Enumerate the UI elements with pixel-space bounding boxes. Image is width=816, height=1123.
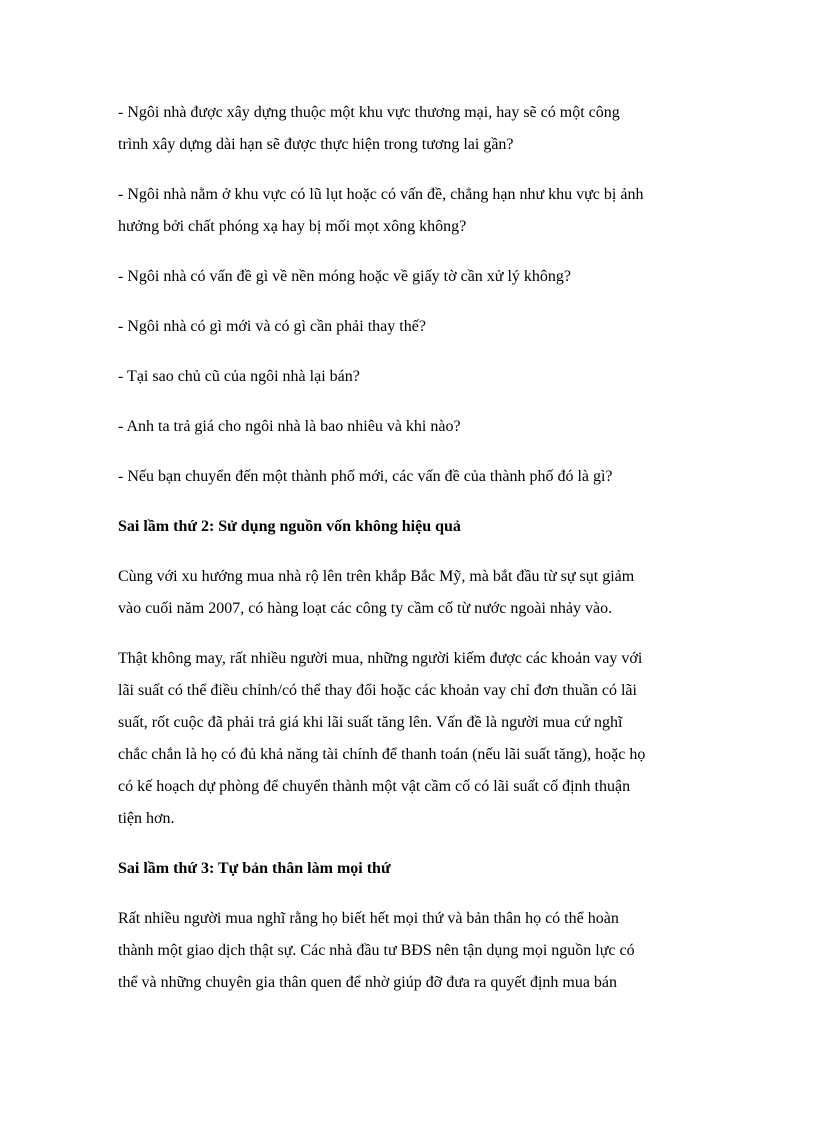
text-line: trình xây dựng dài hạn sẽ được thực hiện trong tương lai gần?	[118, 136, 514, 153]
text-line: Thật không may, rất nhiều người mua, những người kiếm được các khoản vay với	[118, 650, 643, 667]
paragraph-interest-rates	[118, 643, 708, 835]
text-line: - Tại sao chủ cũ của ngôi nhà lại bán?	[118, 368, 360, 385]
text-line: thể và những chuyên gia thân quen để nhờ giúp đỡ đưa ra quyết định mua bán	[118, 974, 618, 991]
section-heading-mistake-2: Sai lầm thứ 2: Sử dụng nguồn vốn không hiệu quả	[118, 518, 461, 535]
bullet-new-and-replace	[118, 311, 708, 343]
text-line: hưởng bởi chất phóng xạ hay bị mối mọt xông không?	[118, 218, 467, 235]
text-line: - Anh ta trả giá cho ngôi nhà là bao nhiêu và khi nào?	[118, 418, 461, 435]
bullet-new-city	[118, 461, 708, 493]
paragraph-buying-trend	[118, 561, 708, 625]
section-heading-mistake-3: Sai lầm thứ 3: Tự bản thân làm mọi thứ	[118, 860, 391, 877]
bullet-why-sell	[118, 361, 708, 393]
text-line: suất, rốt cuộc đã phải trả giá khi lãi suất tăng lên. Vấn đề là người mua cứ nghĩ	[118, 714, 623, 731]
bullet-price-paid	[118, 411, 708, 443]
bullet-commercial-area	[118, 97, 708, 161]
text-line: chắc chắn là họ có đủ khả năng tài chính để thanh toán (nếu lãi suất tăng), hoặc họ	[118, 746, 646, 763]
text-line: - Ngôi nhà có gì mới và có gì cần phải thay thế?	[118, 318, 426, 335]
text-line: - Nếu bạn chuyển đến một thành phố mới, các vấn đề của thành phố đó là gì?	[118, 468, 613, 485]
paragraph-do-it-yourself	[118, 903, 708, 999]
text-line: vào cuối năm 2007, có hàng loạt các công ty cầm cố từ nước ngoài nhảy vào.	[118, 600, 613, 617]
text-line: có kế hoạch dự phòng để chuyển thành một vật cầm cố có lãi suất cố định thuận	[118, 778, 631, 795]
text-line: tiện hơn.	[118, 810, 175, 827]
document-page	[118, 97, 708, 999]
text-line: - Ngôi nhà có vấn đề gì về nền móng hoặc về giấy tờ cần xử lý không?	[118, 268, 572, 285]
text-line: - Ngôi nhà được xây dựng thuộc một khu vực thương mại, hay sẽ có một công	[118, 104, 620, 121]
text-line: lãi suất có thể điều chỉnh/có thể thay đổi hoặc các khoản vay chỉ đơn thuần có lãi	[118, 682, 637, 699]
text-line: Cùng với xu hướng mua nhà rộ lên trên khắp Bắc Mỹ, mà bắt đầu từ sự sụt giảm	[118, 568, 635, 585]
text-line: Rất nhiều người mua nghĩ rằng họ biết hết mọi thứ và bản thân họ có thể hoàn	[118, 910, 619, 927]
bullet-foundation	[118, 261, 708, 293]
text-line: thành một giao dịch thật sự. Các nhà đầu tư BĐS nên tận dụng mọi nguồn lực có	[118, 942, 635, 959]
text-line: - Ngôi nhà nằm ở khu vực có lũ lụt hoặc có vấn đề, chẳng hạn như khu vực bị ảnh	[118, 186, 644, 203]
bullet-flood-area	[118, 179, 708, 243]
